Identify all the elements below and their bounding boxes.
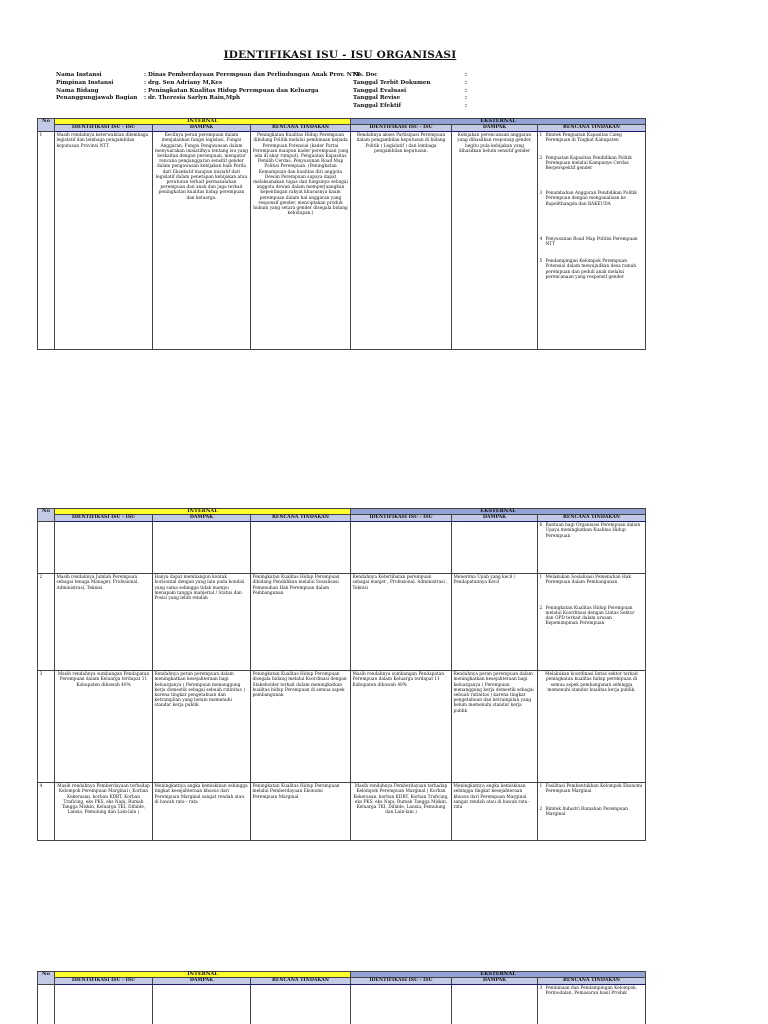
- doc-row-no: [353, 72, 473, 80]
- table-row: [38, 522, 646, 574]
- list-item: 3 Penambahan Anggaran Pendidikan Politik Perempuan dengan menganalisan ke Bapelithangda dan BAKEUDA: [539, 191, 637, 207]
- col-rencana-internal: RENCANA TINDAKAN: [251, 515, 351, 522]
- cell-dampak-internal: Rendahnya peran perempuan dalam meningkatkan kesejahteraan bagi keluarganya ( Perempuan menanggung kerja domestik sebagai sebuah rutinitas ) karena tingkat pengetahuan dan ketrampilan yang belum memenuhi standar kerja publik: [153, 671, 251, 783]
- table-row: [38, 671, 646, 783]
- cell-dampak-internal: Kecilnya peran perempuan dalam menjalankan fungsi legislasi, Fungsi Anggaran, Fungsi Pengawasan dalam menyuarakan inisiatifnya tentang isu yang berkaitan dengan perempuan, mengatur rencana penganggaran sensitif gender dalam pengawasan kebijakan baik Perda dari Eksekutif maupun inisiatif dari legislatif dalam penetapan kebijakan atau peraturan terkait permasalahan perempuan dan anak dan juga terkait peningkatan kualitas hidup perempuan dan keluarga.: [153, 132, 251, 350]
- col-no: No: [38, 972, 55, 985]
- col-dampak-eksternal: DAMPAK: [452, 515, 538, 522]
- list-item: 1 Melakukan Sosialisasi Pemenuhan Hak Perempuan dalam Pembangunan: [539, 575, 631, 586]
- col-rencana-internal: RENCANA TINDAKAN: [251, 125, 351, 132]
- cell-isu-internal: Masih rendahnya keterwakilan dilembaga legislatif dan lembaga pengambilan keputusan Provinsi NTT: [55, 132, 153, 350]
- cell-dampak-internal: Hanya dapat membangun kontak horisontal dengan yang lain pada kondisi yang sama sehingga tidak mampu menapaki tangga manjerial / Status dan Posisi yang lebih rendah: [153, 574, 251, 671]
- table-header-columns: [38, 515, 646, 522]
- cell-dampak-eksternal: Meningkatnya angka kemiskinan sehingga tingkat kesejahteraan khusus dari Perempuan Marginal sangat rendah atau di bawah rata - rata: [452, 783, 538, 841]
- cell-isu-internal: Masih rendahnya sumbangan Pendapatan Perempuan dalam Keluarga terdapat 11 Kabupaten dibawah 40%: [55, 671, 153, 783]
- cell-dampak-eksternal: Menerima Upah yang kecil / Pendapatannya Kecil: [452, 574, 538, 671]
- list-item: 1 Bimtek Penguatan Kapasitas Caleg Perempuan di Tingkat Kabupaten: [539, 133, 622, 144]
- list-item: 2 Penguatan Kapasitas Pendidikan Politik Perempuan melalui Kampanye Cerdas Berperspektif gender: [539, 155, 632, 172]
- col-rencana-eksternal: RENCANA TINDAKAN: [538, 515, 646, 522]
- table-row: [38, 132, 646, 350]
- cell-rencana-eksternal: [538, 132, 646, 350]
- row-number: 4: [38, 783, 55, 841]
- header-label: Penanggungjawab Bagian: [56, 95, 138, 102]
- row-number: 1: [38, 132, 55, 350]
- col-rencana-internal: RENCANA TINDAKAN: [251, 978, 351, 985]
- header-value: : drg. Sen Adriany M,Kes: [144, 79, 223, 86]
- col-isu-eksternal: IDENTIFIKASI ISU - ISU: [351, 515, 452, 522]
- doc-value: :: [465, 79, 468, 86]
- doc-row-evaluasi: [353, 88, 473, 96]
- col-no: No: [38, 509, 55, 522]
- group-eksternal: EKSTERNAL: [351, 972, 646, 978]
- header-value: : dr. Theresia Sarlyn Rain,Mph: [144, 95, 241, 102]
- cell-isu-eksternal: Masih rendahnya sumbangan Pendapatan Perempuan dalam Keluarga terdapat 11 Kabupaten dibawah 40%: [351, 671, 452, 783]
- group-internal: INTERNAL: [55, 119, 351, 125]
- cell-rencana-internal: Peningkatan Kualitas Hidup Perempuan melalui Pemberdayaan Ekonomi Perempuan Marginal: [251, 783, 351, 841]
- doc-value: :: [465, 72, 468, 78]
- col-dampak-internal: DAMPAK: [153, 978, 251, 985]
- cell-isu-eksternal: Masih rendahnya Pemberdayaan terhadap Kelompok Perempuan Marginal ( Korban Kekerasan, korban KDRT, Korban Traficing, eks PKS, eks Napi, Rumah Tangga Miskin, Keluarga TKI, Difable, Lansia, Pemulung dan Lain-lain ): [351, 783, 452, 841]
- doc-label: Tanggal Revise: [353, 95, 401, 102]
- cell-isu-internal: Masih rendahnya Jumlah Perempuan sebagai tenaga Manager, Profesional, Administrasi, Teknisi: [55, 574, 153, 671]
- doc-row-revise: [353, 95, 473, 103]
- table-header-columns: [38, 978, 646, 985]
- group-eksternal: EKSTERNAL: [351, 509, 646, 515]
- col-isu-internal: IDENTIFIKASI ISU - ISU: [55, 125, 153, 132]
- table-row: [38, 783, 646, 841]
- row-number: 2: [38, 574, 55, 671]
- table-page-3-viewport: [0, 970, 768, 1024]
- group-internal: INTERNAL: [55, 972, 351, 978]
- cell-rencana-eksternal: [538, 574, 646, 671]
- col-isu-eksternal: IDENTIFIKASI ISU - ISU: [351, 978, 452, 985]
- list-item: 1 Fasilitasi Pembentukkan Kelompok Ekonomi Perempuan Marginal: [539, 784, 643, 795]
- col-dampak-internal: DAMPAK: [153, 515, 251, 522]
- doc-value: :: [465, 103, 468, 110]
- cell-rencana-internal: Peningkatan Kualitas Hidup Perempuan disegala bidang melalui Koordinasi dengan Stakeholder terkait dalam meningkatkan kualitas hidup Perempuan di semua aspek pembangunan: [251, 671, 351, 783]
- list-item: 2 Peningkatan Kualitas Hidup Perempuan melalui Koordinasi dengan Lintas Sektor dan OPD terkait dalam urusan Kepemimpinan Perempuan: [539, 605, 635, 627]
- table-row: [38, 574, 646, 671]
- cell-isu-eksternal: Rendahnya akses Partisipasi Perempuan dalam pengambilan keputusan di bidang Politik ( Legislatif ) dan lembaga pengambilan keputusan.: [351, 132, 452, 350]
- header-label: Pimpinan Instansi: [56, 79, 114, 86]
- cell-dampak-eksternal: Rendahnya peran perempuan dalam meningkatkan kesejahteraan bagi keluarganya ( Perempuan menanggung kerja domestik sebagai sebuah rutinitas ) karena tingkat pengetahuan dan ketrampilan yang belum memenuhi standar kerja publik: [452, 671, 538, 783]
- col-dampak-eksternal: DAMPAK: [452, 978, 538, 985]
- doc-label: Tanggal Efektif: [353, 103, 402, 110]
- col-isu-internal: IDENTIFIKASI ISU - ISU: [55, 978, 153, 985]
- row-number: 3: [38, 671, 55, 783]
- col-isu-internal: IDENTIFIKASI ISU - ISU: [55, 515, 153, 522]
- cell-isu-eksternal: Rendahnya Keterlibatan perempuan sebagai manjer , Profesional. Administrasi , Teknisi: [351, 574, 452, 671]
- document-title: IDENTIFIKASI ISU - ISU ORGANISASI: [223, 49, 457, 61]
- doc-row-efektif: [353, 103, 473, 111]
- list-item: 2 Bimtek Industri Rumahan Perempuan Marginal: [539, 806, 628, 817]
- cell-rencana-eksternal: Melakukan koordinasi lintas sektor terkait peningkatan kualitas hidup perempuan di semua aspek pembangunan sehingga memenuhi standar kualitas kerja publik.: [538, 671, 646, 783]
- doc-label: Tanggal Terbit Dokumen: [353, 79, 431, 86]
- cell-rencana-eksternal: [538, 522, 646, 574]
- doc-label: Tanggal Evaluasi: [353, 87, 407, 94]
- cell-rencana-eksternal: [538, 783, 646, 841]
- table-row: [38, 985, 646, 1024]
- col-no: No: [38, 119, 55, 132]
- doc-value: :: [465, 95, 468, 102]
- cell-rencana-internal: Peningkatan Kualitas Hidup Perempuan dibidang Pendidikan melalui Sosialisasi Pemenuhan Hak Perempuan dalam Pembangunan: [251, 574, 351, 671]
- document-meta: [353, 72, 473, 111]
- cell-dampak-eksternal: Kebijakan perencanaan anggaran yang dihasilkan responsip gender, begitu pula kebijakan yang dihasilkan belum sensitif gender: [452, 132, 538, 350]
- col-dampak-internal: DAMPAK: [153, 125, 251, 132]
- cell-isu-internal: Masih rendahnya Pemberdayaan terhadap Kelompok Perempuan Marginal ( Korban Kekerasan, korban KDRT, Korban Traficing, eks PKS, eks Napi, Rumah Tangga Miskin, Keluarga TKI, Difable, Lansia, Pemulung dan Lain-lain ): [55, 783, 153, 841]
- list-item: 3 Pembinaan dan Pendampingan Kelompok, Permodalan, Pemasaran hasil Produk: [539, 986, 638, 997]
- cell-rencana-eksternal: [538, 985, 646, 1024]
- issues-table-page-3: [37, 971, 646, 1024]
- header-value: : Dinas Pemberdayaan Perempuan dan Perlindungan Anak Prov. NTT: [144, 72, 361, 78]
- list-item: 5 Pendampingan Kelompok Perempuan Potensial dalam mewujudkan desa ramah perempuan dan peduli anak melalui perencanaan yang responsif gender: [539, 259, 637, 280]
- group-internal: INTERNAL: [55, 509, 351, 515]
- col-rencana-eksternal: RENCANA TINDAKAN: [538, 978, 646, 985]
- cell-rencana-internal: Peningkatan Kualitas Hidup Perempuan dibidang Politik melalui pembinaan kepada Perempuan Potensial (kader Partai Perempuan maupun kader perempuan yang ada di akar rumput), Penguatan Kapasitas Pemilih Cerdas, Penyusunan Road Map Politisi Perempuan. (Peningkatan Kemampuan dan kualitas diri anggota Dewan Perempuan supaya dapat melaksanakan tugas dan fungsinya sebagai anggota dewan dalam memperjuangkan kepentingan rakyat khususnya kaum perempuan dalam hal anggaran yang responsif gender, menciptakan produk hukum yang setara gender disegala bidang kehidupan.): [251, 132, 351, 350]
- issues-table-page-1: [37, 118, 646, 350]
- header-label: Nama Instansi: [56, 72, 102, 78]
- header-value: : Peningkatan Kualitas Hidup Perempuan dan Keluarga: [144, 87, 319, 94]
- cell-dampak-internal: Meningkatnya angka kemiskinan sehingga tingkat kesejahteraan khusus dari Perempuan Marginal sangat rendah atau di bawah rata - rata: [153, 783, 251, 841]
- col-dampak-eksternal: DAMPAK: [452, 125, 538, 132]
- table-header-columns: [38, 125, 646, 132]
- group-eksternal: EKSTERNAL: [351, 119, 646, 125]
- col-rencana-eksternal: RENCANA TINDAKAN: [538, 125, 646, 132]
- list-item: 4 Penyusunan Road Map Politisi Perempuan NTT: [539, 236, 638, 248]
- issues-table-page-2: [37, 508, 646, 841]
- doc-row-terbit: [353, 80, 473, 88]
- doc-label: No. Doc: [353, 72, 378, 78]
- doc-value: :: [465, 87, 468, 94]
- col-isu-eksternal: IDENTIFIKASI ISU - ISU: [351, 125, 452, 132]
- list-item: 6 Bantuan bagi Organisasi Perempuan dalam Upaya meningkatkan Kualitas Hidup Perempuan: [539, 523, 641, 539]
- header-label: Nama Bidang: [56, 87, 99, 94]
